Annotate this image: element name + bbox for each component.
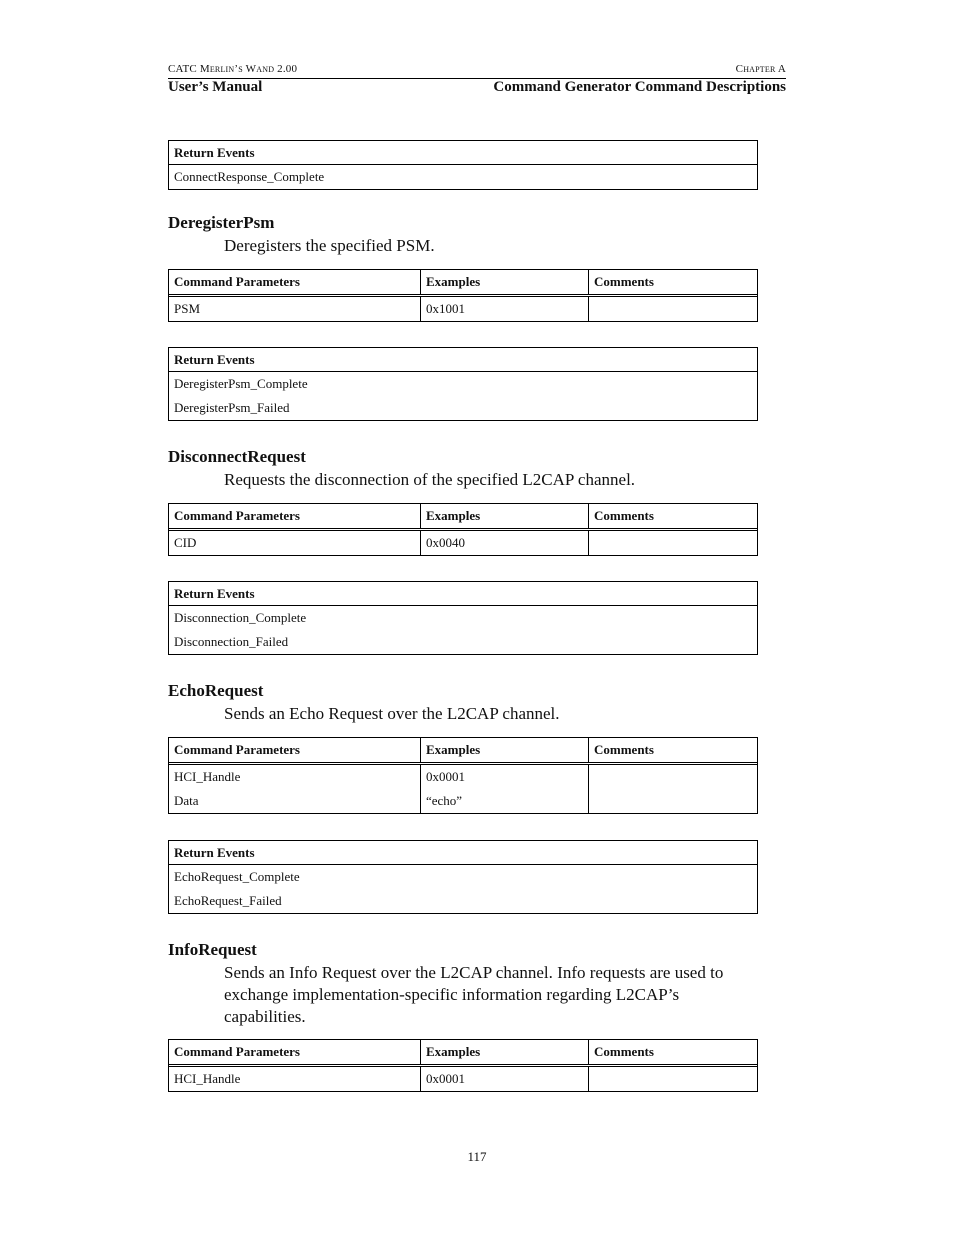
deregister-psm-heading: DeregisterPsm [168, 213, 275, 232]
return-events-header: Return Events [169, 141, 757, 165]
command-parameters-header: Command Parameters [169, 270, 421, 294]
table-header-row [169, 504, 757, 531]
info-request-params-table [168, 1039, 758, 1092]
comments-header: Comments [594, 742, 654, 757]
param-comment [589, 1067, 757, 1091]
return-event: EchoRequest_Failed [174, 893, 282, 908]
deregister-psm-description: Deregisters the specified PSM. [224, 236, 435, 255]
disconnect-request-heading: DisconnectRequest [168, 447, 306, 466]
comments-header: Comments [594, 274, 654, 289]
echo-request-heading: EchoRequest [168, 681, 264, 700]
table-row [169, 1067, 757, 1091]
param-name: PSM [169, 297, 421, 321]
param-example: 0x0001 [421, 1067, 589, 1091]
return-event: EchoRequest_Complete [174, 869, 300, 884]
page-number: 117 [467, 1149, 487, 1164]
command-parameters-header: Command Parameters [169, 1040, 421, 1064]
table-body [169, 765, 757, 813]
command-parameters-header: Command Parameters [169, 738, 421, 762]
param-comment [589, 531, 757, 555]
comments-header: Comments [594, 508, 654, 523]
return-events-header: Return Events [169, 348, 757, 372]
param-name: CID [169, 531, 421, 555]
deregister-psm-params-table [168, 269, 758, 322]
examples-header: Examples [421, 270, 589, 294]
echo-request-return-events-table [168, 840, 758, 914]
param-example: 0x0040 [421, 531, 589, 555]
connect-response-return-events-table [168, 140, 758, 190]
examples-header: Examples [421, 1040, 589, 1064]
param-example-cell [421, 765, 589, 813]
param-name: Data [174, 793, 199, 808]
param-comment [589, 297, 757, 321]
section-title: Command Generator Command Descriptions [493, 79, 786, 95]
description-line: capabilities. [224, 1007, 306, 1026]
description-line: exchange implementation-specific information regarding L2CAP’s [224, 985, 680, 1004]
echo-request-description: Sends an Echo Request over the L2CAP channel. [224, 704, 560, 723]
return-events-header: Return Events [169, 841, 757, 865]
deregister-psm-return-events-table [168, 347, 758, 421]
comments-header: Comments [594, 1044, 654, 1059]
return-event: Disconnection_Complete [174, 610, 307, 625]
manual-title-small: CATC Merlin’s Wand 2.00 [168, 63, 298, 75]
return-event: DeregisterPsm_Failed [174, 400, 290, 415]
table-row [169, 531, 757, 555]
running-header-top [168, 62, 786, 79]
info-request-heading: InfoRequest [168, 940, 257, 959]
table-header-row [169, 738, 757, 765]
disconnect-request-description: Requests the disconnection of the specified L2CAP channel. [224, 470, 636, 489]
disconnect-request-params-table [168, 503, 758, 556]
table-row [169, 297, 757, 321]
chapter-label: Chapter A [735, 63, 786, 75]
info-request-description [224, 962, 784, 1028]
echo-request-params-table [168, 737, 758, 814]
manual-subtitle: User’s Manual [168, 79, 263, 95]
return-event: DeregisterPsm_Complete [174, 376, 308, 391]
return-event: ConnectResponse_Complete [174, 169, 325, 184]
examples-header: Examples [421, 504, 589, 528]
examples-header: Examples [421, 738, 589, 762]
param-example: 0x1001 [421, 297, 589, 321]
description-line: Sends an Info Request over the L2CAP channel. Info requests are used to [224, 963, 724, 982]
disconnect-request-return-events-table [168, 581, 758, 655]
table-header-row [169, 1040, 757, 1067]
command-parameters-header: Command Parameters [169, 504, 421, 528]
param-example: 0x0001 [426, 769, 465, 784]
param-name: HCI_Handle [174, 769, 241, 784]
return-events-header: Return Events [169, 582, 757, 606]
table-header-row [169, 270, 757, 297]
param-example: “echo” [426, 793, 463, 808]
param-name: HCI_Handle [169, 1067, 421, 1091]
param-name-cell [169, 765, 421, 813]
return-event: Disconnection_Failed [174, 634, 289, 649]
